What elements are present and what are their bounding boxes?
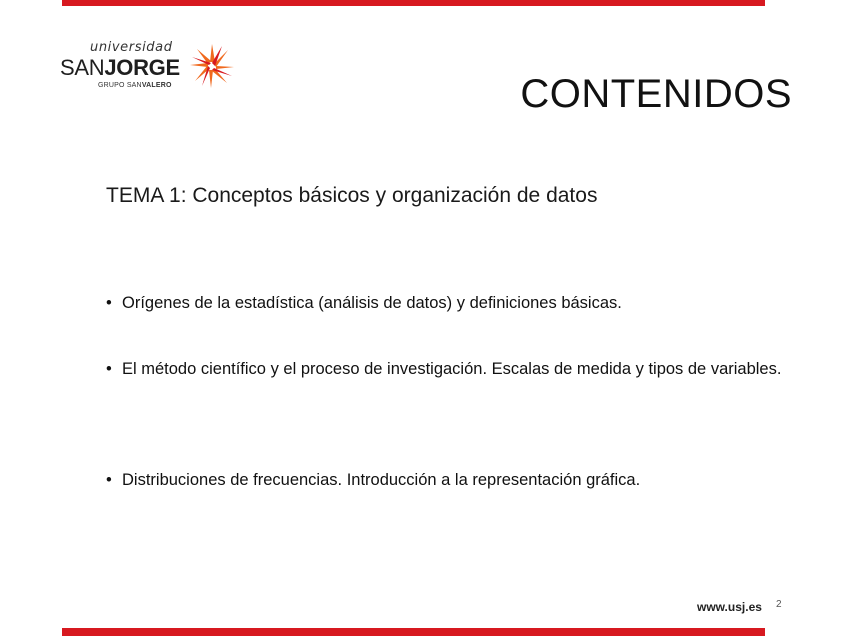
bullet-item: • El método científico y el proceso de investigación. Escalas de medida y tipos de variables. (106, 352, 802, 386)
university-logo (58, 40, 240, 96)
top-accent-bar (62, 0, 765, 6)
logo-text-sanjorge (60, 55, 180, 81)
logo-text-jorge: JORGE (104, 55, 180, 80)
page-number: 2 (776, 599, 782, 610)
logo-text-valero: VALERO (141, 82, 172, 89)
slide-title: CONTENIDOS (520, 72, 792, 116)
footer-url: www.usj.es (697, 600, 762, 614)
logo-text-gruposan: GRUPO SAN (98, 82, 142, 89)
star-burst-icon (188, 42, 236, 90)
logo-text-grupo (98, 82, 172, 89)
bullet-item: • Distribuciones de frecuencias. Introducción a la representación gráfica. (106, 463, 802, 497)
bottom-accent-bar (62, 628, 765, 636)
slide-subtitle: TEMA 1: Conceptos básicos y organización de datos (106, 184, 598, 207)
logo-text-san: SAN (60, 55, 105, 80)
bullet-item: • Orígenes de la estadística (análisis de datos) y definiciones básicas. (106, 286, 802, 320)
logo-text-universidad: universidad (90, 40, 173, 55)
